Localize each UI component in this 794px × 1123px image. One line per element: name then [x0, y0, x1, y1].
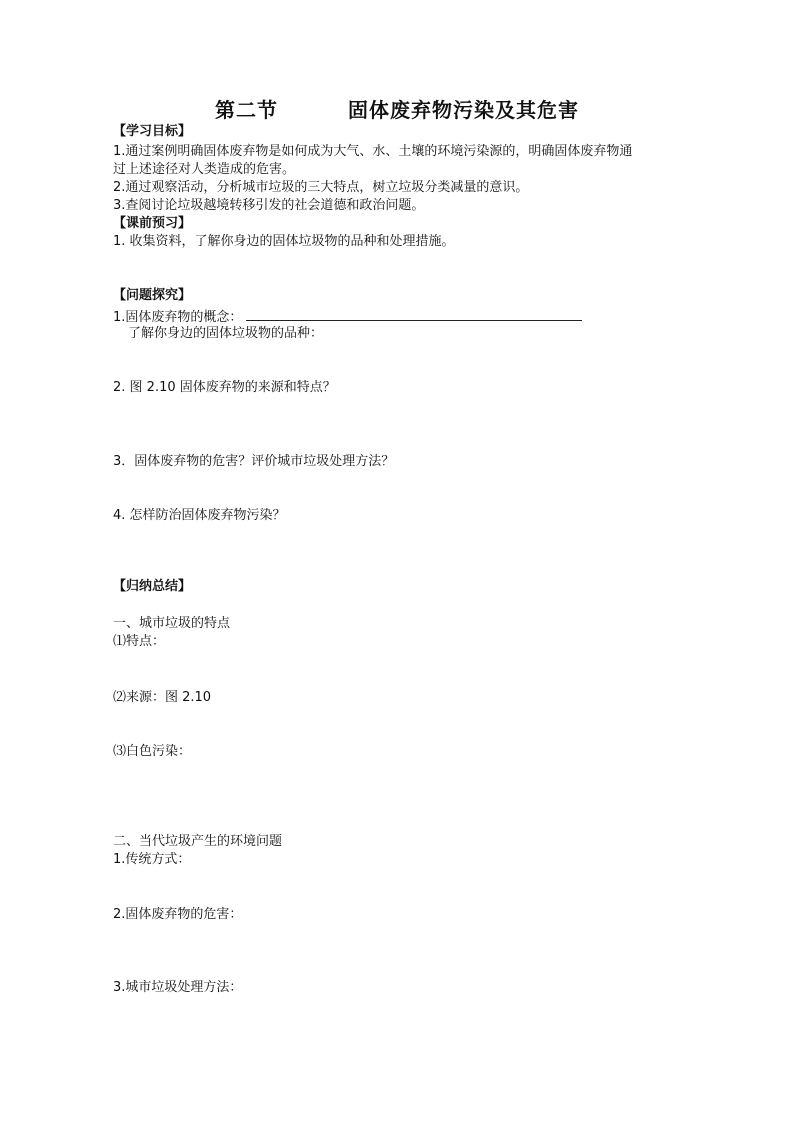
objective-1-line-2: 过上述途径对人类造成的危害。 — [113, 162, 296, 177]
summary-part-1-title: 一、城市垃圾的特点 — [113, 616, 231, 631]
inquiry-question-1-sub: 了解你身边的固体垃圾物的品种： — [128, 326, 324, 341]
preview-heading: 【课前预习】 — [113, 216, 192, 231]
objective-3: 3.查阅讨论垃圾越境转移引发的社会道德和政治问题。 — [113, 198, 425, 213]
summary-white-pollution: ⑶白色污染： — [113, 744, 192, 759]
summary-traditional-methods: 1.传统方式： — [113, 852, 191, 867]
inquiry-question-1 — [113, 306, 582, 327]
objectives-heading: 【学习目标】 — [113, 124, 192, 139]
inquiry-question-4: 4. 怎样防治固体废弃物污染？ — [113, 508, 286, 523]
section-number: 第二节 — [215, 98, 278, 122]
objective-1-line-1: 1.通过案例明确固体废弃物是如何成为大气、水、土壤的环境污染源的，明确固体废弃物通 — [113, 144, 633, 159]
section-topic: 固体废弃物污染及其危害 — [348, 98, 579, 122]
inquiry-heading: 【问题探究】 — [113, 288, 192, 303]
summary-sources: ⑵来源：图 2.10 — [113, 690, 212, 705]
summary-urban-waste-treatment: 3.城市垃圾处理方法： — [113, 980, 243, 995]
summary-characteristics: ⑴特点： — [113, 634, 166, 649]
question-1-text: 1.固体废弃物的概念： — [113, 310, 243, 325]
inquiry-question-2: 2. 图 2.10 固体废弃物的来源和特点？ — [113, 380, 336, 395]
concept-answer-blank[interactable] — [246, 306, 582, 321]
page-title — [0, 96, 794, 124]
objective-2: 2.通过观察活动，分析城市垃圾的三大特点，树立垃圾分类减量的意识。 — [113, 180, 529, 195]
summary-solid-waste-hazards: 2.固体废弃物的危害： — [113, 907, 243, 922]
preview-item-1: 1. 收集资料，了解你身边的固体垃圾物的品种和处理措施。 — [113, 234, 455, 249]
summary-heading: 【归纳总结】 — [113, 579, 192, 594]
summary-part-2-title: 二、当代垃圾产生的环境问题 — [113, 834, 283, 849]
inquiry-question-3: 3．固体废弃物的危害？评价城市垃圾处理方法？ — [113, 454, 395, 469]
